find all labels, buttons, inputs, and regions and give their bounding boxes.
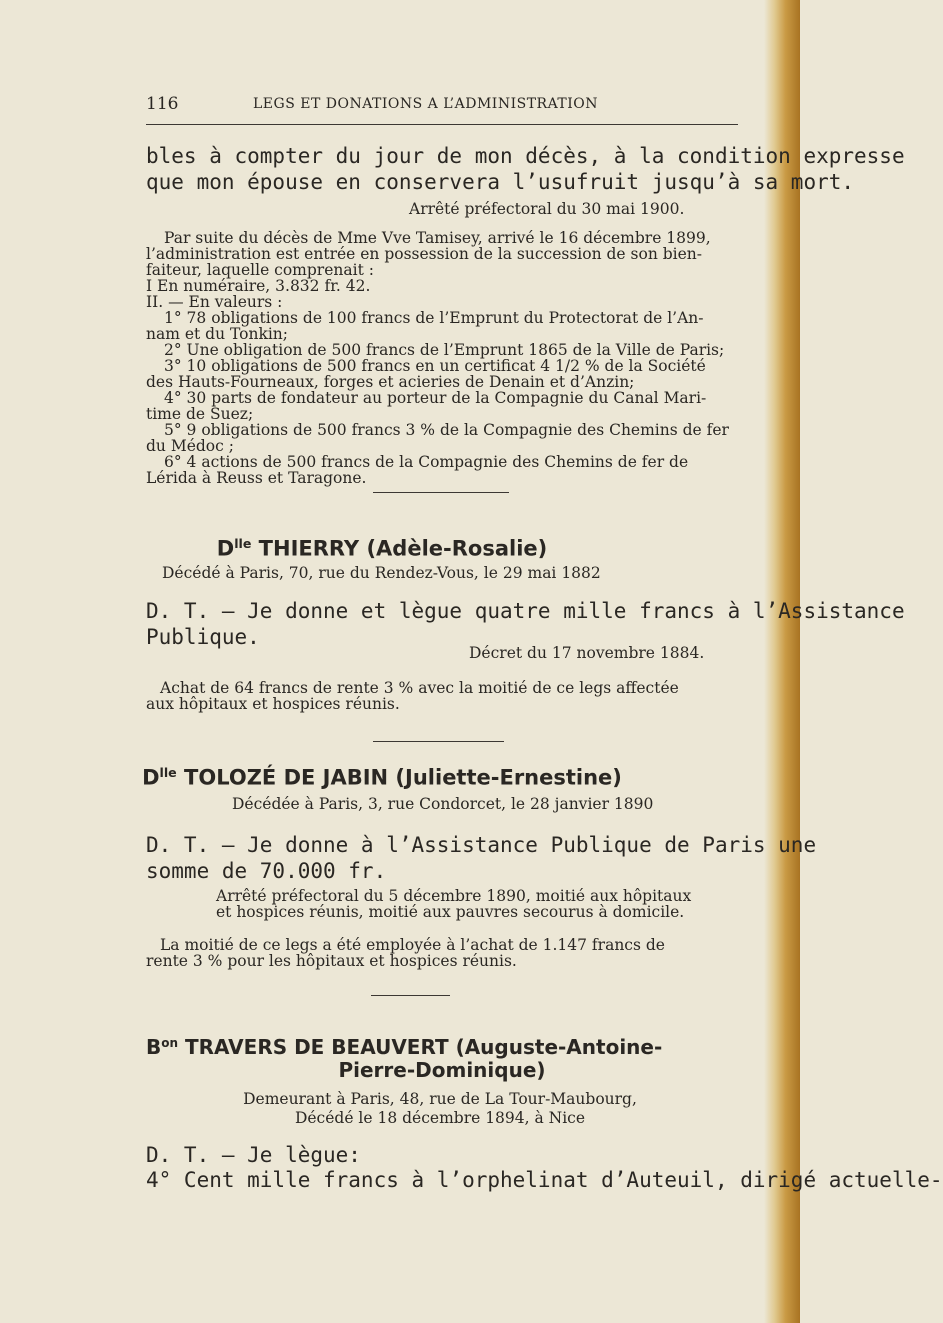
entry-title: $D^{lle}$ TOLOZÉ DE JABIN (Juliette-Ernestine) bbox=[142, 765, 622, 790]
typed-line: Publique. bbox=[146, 625, 260, 649]
text-line: des Hauts-Fourneaux, forges et acieries de Denain et d’Anzin; bbox=[146, 373, 635, 391]
text-line: time de Suez; bbox=[146, 405, 254, 423]
body-text bbox=[146, 680, 679, 712]
entry-subtitle bbox=[0, 1090, 880, 1128]
text-line: Par suite du décès de Mme Vve Tamisey, arrivé le 16 décembre 1899, bbox=[164, 229, 711, 247]
text-line: I En numéraire, 3.832 fr. 42. bbox=[146, 277, 371, 295]
typed-line: 4° Cent mille francs à l’orphelinat d’Auteuil, dirigé actuelle- bbox=[146, 1168, 943, 1192]
section-divider bbox=[371, 995, 450, 996]
typed-line: D. T. — Je lègue: bbox=[146, 1143, 361, 1167]
text-line: La moitié de ce legs a été employée à l’achat de 1.147 francs de bbox=[160, 936, 665, 954]
section-divider bbox=[373, 492, 509, 493]
subtitle-line: Décédé le 18 décembre 1894, à Nice bbox=[294, 1109, 586, 1127]
decree-line: Arrêté préfectoral du 5 décembre 1890, moitié aux hôpitaux bbox=[216, 887, 692, 905]
text-line: l’administration est entrée en possession de la succession de son bien- bbox=[146, 245, 702, 263]
typed-line: somme de 70.000 fr. bbox=[146, 859, 387, 883]
text-line: II. — En valeurs : bbox=[146, 293, 283, 311]
decree-line: et hospices réunis, moitié aux pauvres secourus à domicile. bbox=[216, 903, 685, 921]
text-line: 2° Une obligation de 500 francs de l’Emprunt 1865 de la Ville de Paris; bbox=[164, 341, 725, 359]
decree-lines bbox=[216, 888, 691, 920]
typed-quote bbox=[146, 143, 905, 195]
text-line: aux hôpitaux et hospices réunis. bbox=[146, 695, 400, 713]
body-text bbox=[146, 937, 665, 969]
header-rule bbox=[146, 124, 738, 125]
text-line: Lérida à Reuss et Taragone. bbox=[146, 469, 367, 487]
body-text bbox=[146, 230, 756, 486]
entry-title: $B^{on}$ TRAVERS DE BEAUVERT (Auguste-Antoine- bbox=[146, 1035, 663, 1059]
typed-quote bbox=[146, 598, 905, 650]
decree-line: Arrêté préfectoral du 30 mai 1900. bbox=[409, 200, 685, 218]
text-line: rente 3 % pour les hôpitaux et hospices réunis. bbox=[146, 952, 517, 970]
typed-line: D. T. — Je donne à l’Assistance Publique de Paris une bbox=[146, 833, 817, 857]
text-line: 5° 9 obligations de 500 francs 3 % de la Compagnie des Chemins de fer bbox=[164, 421, 729, 439]
decree-line: Décret du 17 novembre 1884. bbox=[469, 644, 705, 662]
page-number: 116 bbox=[146, 94, 179, 114]
typed-quote bbox=[146, 1143, 943, 1193]
typed-quote bbox=[146, 832, 816, 884]
text-line: faiteur, laquelle comprenait : bbox=[146, 261, 374, 279]
typed-line: que mon épouse en conservera l’usufruit jusqu’à sa mort. bbox=[146, 170, 855, 194]
text-line: nam et du Tonkin; bbox=[146, 325, 289, 343]
entry-title-continued: Pierre-Dominique) bbox=[338, 1058, 546, 1082]
text-line: 1° 78 obligations de 100 francs de l’Emprunt du Protectorat de l’An- bbox=[164, 309, 704, 327]
text-line: 3° 10 obligations de 500 francs en un certificat 4 1/2 % de la Société bbox=[164, 357, 706, 375]
entry-subtitle: Décédée à Paris, 3, rue Condorcet, le 28 janvier 1890 bbox=[232, 795, 654, 813]
typed-line: bles à compter du jour de mon décès, à la condition expresse bbox=[146, 144, 905, 168]
subtitle-line: Demeurant à Paris, 48, rue de La Tour-Maubourg, bbox=[243, 1090, 637, 1108]
text-line: Achat de 64 francs de rente 3 % avec la moitié de ce legs affectée bbox=[160, 679, 679, 697]
running-title: LEGS ET DONATIONS A L’ADMINISTRATION bbox=[253, 96, 599, 112]
text-line: du Médoc ; bbox=[146, 437, 234, 455]
entry-subtitle: Décédé à Paris, 70, rue du Rendez-Vous, le 29 mai 1882 bbox=[162, 564, 601, 582]
text-line: 6° 4 actions de 500 francs de la Compagnie des Chemins de fer de bbox=[164, 453, 689, 471]
section-divider bbox=[373, 741, 504, 742]
text-line: 4° 30 parts de fondateur au porteur de la Compagnie du Canal Mari- bbox=[164, 389, 707, 407]
entry-title: $D^{lle}$ THIERRY (Adèle-Rosalie) bbox=[216, 536, 548, 561]
typed-line: D. T. — Je donne et lègue quatre mille francs à l’Assistance bbox=[146, 599, 905, 623]
